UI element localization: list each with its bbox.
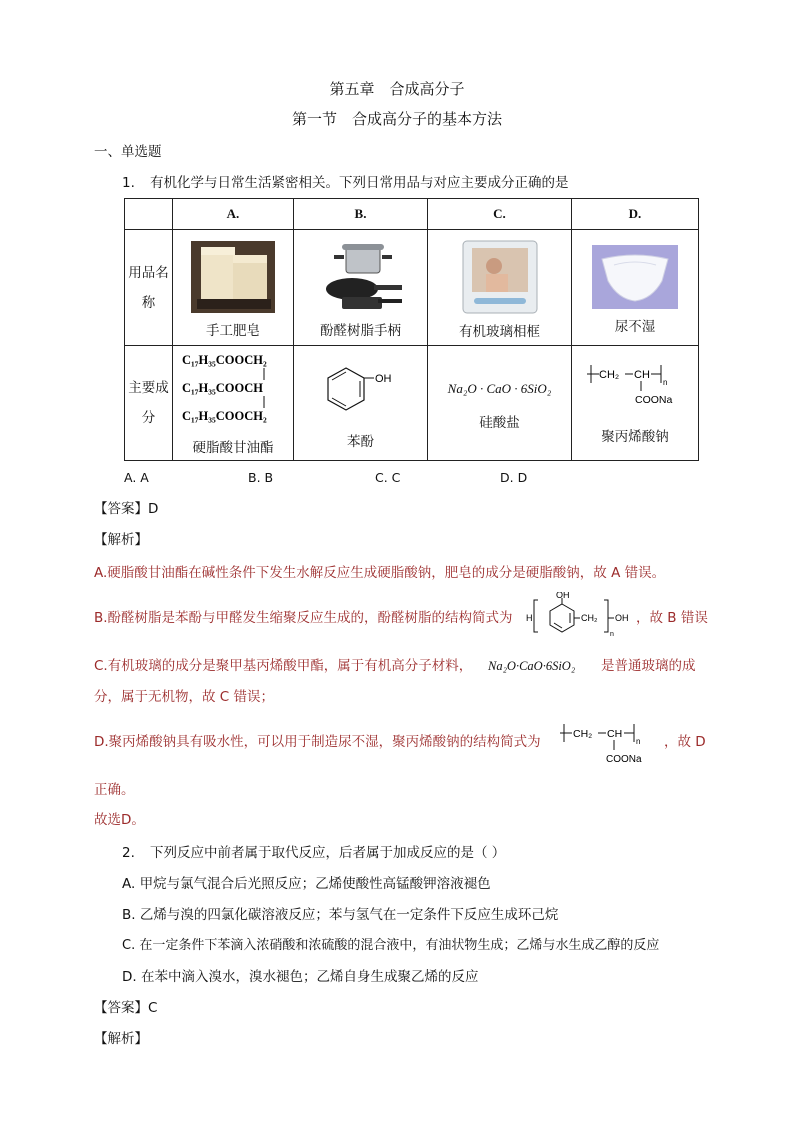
component-silicate: 硅酸盐 bbox=[479, 415, 520, 431]
glyceride-line-3: C₁₇H₃₅COOCH₂ bbox=[182, 409, 267, 423]
q1-answer: 【答案】D bbox=[94, 501, 159, 517]
q1-stem: 有机化学与日常生活紧密相关。下列日常用品与对应主要成分正确的是 bbox=[150, 175, 569, 191]
product-diaper: 尿不湿 bbox=[614, 318, 656, 335]
resin-ch2: CH₂ bbox=[581, 613, 598, 623]
q1-analysis-c: C.有机玻璃的成分是聚甲基丙烯酸甲酯，属于有机高分子材料， bbox=[94, 658, 473, 674]
svg-text:COONa: COONa bbox=[606, 754, 642, 765]
poly-coona: COONa bbox=[635, 394, 673, 406]
component-glyceride: 硬脂酸甘油酯 bbox=[192, 440, 274, 456]
soap-image bbox=[191, 241, 275, 313]
poly-ch: CH bbox=[634, 369, 650, 381]
q1-analysis-d-tail: ，故 D bbox=[664, 734, 706, 750]
q1-conclusion: 故选D。 bbox=[94, 812, 145, 828]
q1-option-d[interactable]: D. D bbox=[500, 470, 528, 485]
table-corner bbox=[125, 199, 173, 230]
glyceride-line-1: C₁₇H₃₅COOCH₂ bbox=[182, 353, 267, 367]
resin-oh-top: OH bbox=[556, 592, 570, 600]
q2-answer: 【答案】C bbox=[94, 1000, 158, 1016]
cookware-image bbox=[316, 241, 406, 313]
q2-option-c[interactable]: C. 在一定条件下苯滴入浓硝酸和浓硫酸的混合液中，有油状物生成；乙烯与水生成乙醇的反应 bbox=[122, 938, 660, 953]
q1-analysis-b: B.酚醛树脂是苯酚与甲醛发生缩聚反应生成的，酚醛树脂的结构简式为 bbox=[94, 610, 513, 626]
photo-frame-image bbox=[462, 240, 538, 314]
q1-analysis-c-line2: 分，属于无机物，故 C 错误； bbox=[94, 689, 275, 705]
glyceride-structure bbox=[174, 350, 292, 438]
cell-soap bbox=[173, 230, 294, 346]
resin-h: H bbox=[526, 613, 533, 623]
cell-glyceride bbox=[173, 346, 294, 461]
poly-ch2: CH₂ bbox=[599, 369, 620, 381]
header-b: B. bbox=[294, 199, 428, 230]
polyacrylate-analysis-structure bbox=[558, 720, 662, 768]
row-label-component: 主要成 分 bbox=[125, 346, 173, 461]
cell-frame bbox=[428, 230, 572, 346]
q1-analysis-d: D.聚丙烯酸钠具有吸水性，可以用于制造尿不湿，聚丙烯酸钠的结构简式为 bbox=[94, 734, 541, 750]
q2-stem: 下列反应中前者属于取代反应，后者属于加成反应的是（ ） bbox=[150, 845, 506, 861]
poly-n: n bbox=[663, 378, 668, 387]
section-title: 第一节 合成高分子的基本方法 bbox=[291, 110, 502, 128]
header-a: A. bbox=[173, 199, 294, 230]
polyacrylate-structure bbox=[585, 361, 685, 413]
svg-text:CH₂: CH₂ bbox=[573, 728, 593, 740]
phenolic-resin-structure bbox=[524, 592, 636, 640]
row-label-product: 用品名 称 bbox=[125, 230, 173, 346]
component-phenol: 苯酚 bbox=[347, 434, 374, 450]
q2-analysis-heading: 【解析】 bbox=[94, 1031, 148, 1047]
svg-text:CH: CH bbox=[607, 728, 623, 740]
q1-analysis-c-tail: 是普通玻璃的成 bbox=[601, 658, 696, 674]
glyceride-line-2: C₁₇H₃₅COOCH bbox=[182, 381, 263, 395]
cell-phenol bbox=[294, 346, 428, 461]
cell-silicate bbox=[428, 346, 572, 461]
q1-option-c[interactable]: C. C bbox=[375, 470, 401, 485]
q2-number: 2. bbox=[122, 845, 135, 861]
q1-analysis-b-tail: ，故 B 错误 bbox=[636, 610, 708, 626]
phenol-oh: OH bbox=[374, 373, 391, 385]
q1-table bbox=[124, 198, 699, 461]
header-d: D. bbox=[572, 199, 699, 230]
q1-analysis-a: A.硬脂酸甘油酯在碱性条件下发生水解反应生成硬脂酸钠，肥皂的成分是硬脂酸钠，故 A 错误。 bbox=[94, 565, 666, 581]
q1-analysis-c-formula: Na₂O·CaO·6SiO₂ bbox=[488, 659, 576, 673]
q2-option-b[interactable]: B. 乙烯与溴的四氯化碳溶液反应；苯与氢气在一定条件下反应生成环己烷 bbox=[122, 907, 559, 923]
product-acrylic-frame: 有机玻璃相框 bbox=[459, 323, 540, 340]
resin-oh-right: OH bbox=[615, 613, 629, 623]
q1-number: 1. bbox=[122, 175, 135, 191]
q1-option-a[interactable]: A. A bbox=[124, 470, 149, 485]
product-soap: 手工肥皂 bbox=[206, 322, 260, 339]
q2-option-d[interactable]: D. 在苯中滴入溴水，溴水褪色；乙烯自身生成聚乙烯的反应 bbox=[122, 969, 479, 985]
part-heading: 一、单选题 bbox=[94, 144, 162, 160]
header-c: C. bbox=[428, 199, 572, 230]
q2-option-a[interactable]: A. 甲烷与氯气混合后光照反应；乙烯使酸性高锰酸钾溶液褪色 bbox=[122, 876, 491, 892]
q1-option-b[interactable]: B. B bbox=[248, 470, 274, 485]
q1-analysis-heading: 【解析】 bbox=[94, 532, 148, 548]
product-phenolic-handle: 酚醛树脂手柄 bbox=[320, 322, 401, 339]
svg-text:n: n bbox=[636, 737, 641, 746]
silicate-formula: Na₂O · CaO · 6SiO₂ bbox=[447, 381, 552, 396]
component-polyacrylate: 聚丙烯酸钠 bbox=[601, 429, 669, 445]
cell-polyacrylate bbox=[572, 346, 699, 461]
phenol-structure bbox=[316, 362, 406, 420]
resin-n: n bbox=[610, 631, 614, 638]
chapter-title: 第五章 合成高分子 bbox=[329, 80, 465, 98]
q1-analysis-d-line2: 正确。 bbox=[94, 782, 135, 798]
cell-diaper bbox=[572, 230, 699, 346]
diaper-image bbox=[592, 245, 678, 309]
cell-pan bbox=[294, 230, 428, 346]
